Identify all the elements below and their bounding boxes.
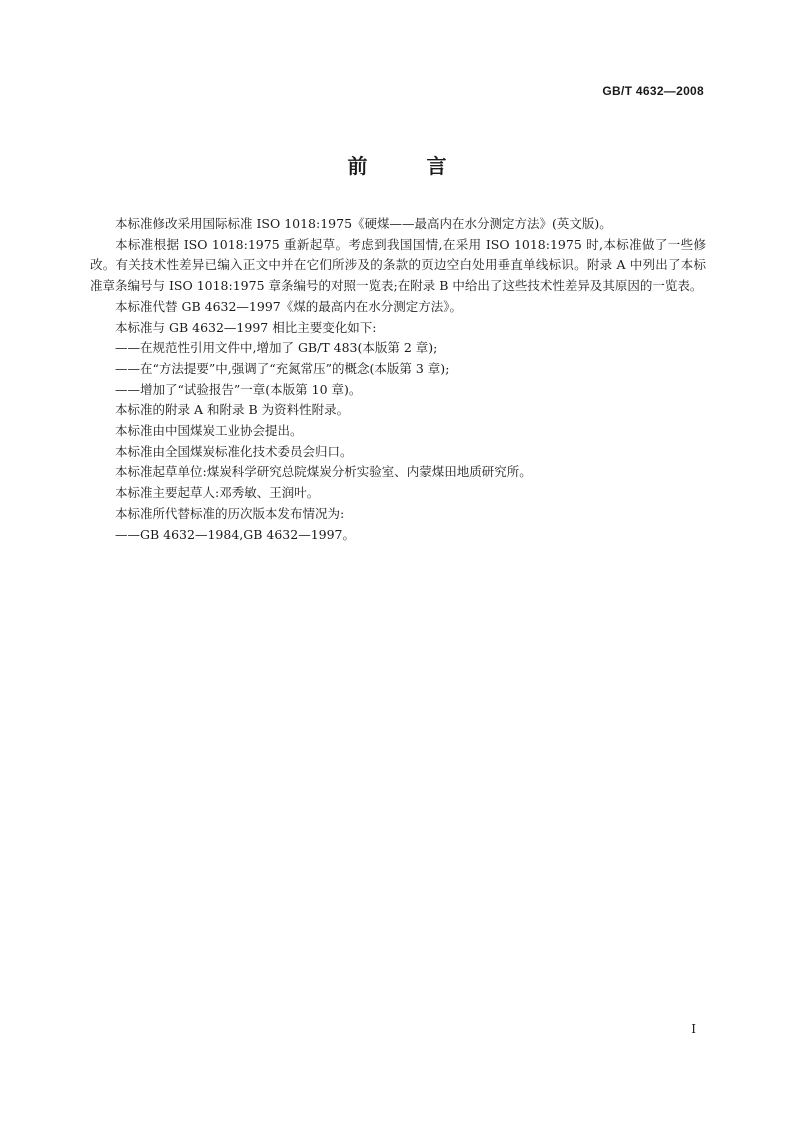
paragraph-replaces: 本标准代替 GB 4632—1997《煤的最高内在水分测定方法》。	[115, 298, 462, 314]
paragraph-adoption: 本标准修改采用国际标准 ISO 1018:1975《硬煤——最高内在水分测定方法》(英文版)。	[115, 216, 612, 231]
list-item-history: ——GB 4632—1984,GB 4632—1997。	[115, 526, 356, 542]
paragraph-changes-intro: 本标准与 GB 4632—1997 相比主要变化如下:	[115, 319, 377, 335]
paragraph-drafting: 本标准根据 ISO 1018:1975 重新起草。考虑到我国国情,在采用 ISO 1018:1975 时,本标准做了一些修改。有关技术性差异已编入正文中并在它们所涉及的条款的页边空白处用垂直单线标识。附录 A 中列出了本标准章条编号与 ISO 1018:1975 章条编号的对照一览表;在附录 B 中给出了这些技术性差异及其原因的一览表。	[90, 236, 706, 294]
paragraph-drafters: 本标准主要起草人:邓秀敏、王润叶。	[115, 485, 320, 501]
page-number: I	[691, 1022, 696, 1036]
standard-code: GB/T 4632—2008	[602, 84, 704, 98]
paragraph-drafting-units: 本标准起草单位:煤炭科学研究总院煤炭分析实验室、内蒙煤田地质研究所。	[115, 464, 532, 480]
list-item-change-1: ——在规范性引用文件中,增加了 GB/T 483(本版第 2 章);	[115, 340, 438, 356]
list-item-change-3: ——增加了“试验报告”一章(本版第 10 章)。	[115, 381, 362, 397]
paragraph-annexes: 本标准的附录 A 和附录 B 为资料性附录。	[115, 402, 350, 418]
list-item-change-2: ——在“方法提要”中,强调了“充氮常压”的概念(本版第 3 章);	[115, 360, 450, 376]
page-title: 前 言	[347, 154, 473, 178]
paragraph-proposed-by: 本标准由中国煤炭工业协会提出。	[115, 423, 303, 439]
paragraph-centralized-by: 本标准由全国煤炭标准化技术委员会归口。	[115, 443, 353, 459]
foreword-body	[90, 214, 706, 545]
paragraph-history-intro: 本标准所代替标准的历次版本发布情况为:	[115, 505, 345, 521]
